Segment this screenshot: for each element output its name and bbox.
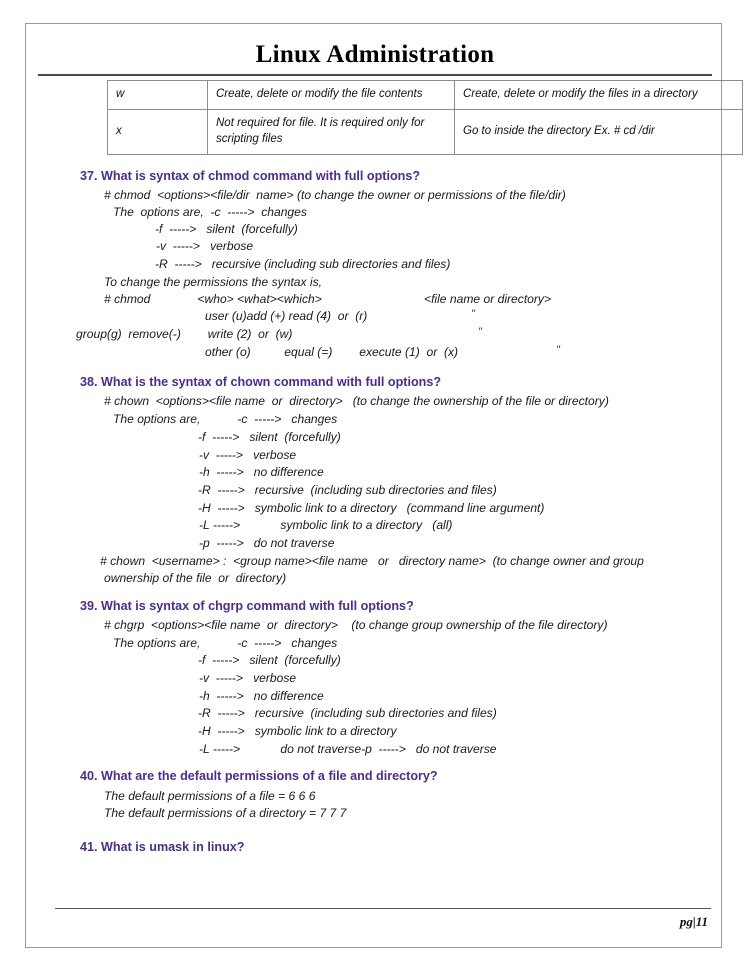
q37-line-8: user (u)add (+) read (4) or (r)	[205, 309, 368, 323]
q38-line-9: -p -----> do not traverse	[199, 536, 335, 550]
q38-line-5: -h -----> no difference	[199, 465, 324, 479]
q37-line-7: # chmod <who> <what><which>	[104, 292, 322, 306]
table-cell-directory: Go to inside the directory Ex. # cd /dir	[455, 109, 743, 154]
q40-line-1: The default permissions of a file = 6 6 6	[104, 789, 316, 803]
table-cell-key: x	[108, 109, 208, 154]
footer-divider	[55, 908, 711, 909]
q38-line-1: # chown <options><file name or directory> (to change the ownership of the file or directory)	[104, 394, 609, 408]
q39-line-6: -R -----> recursive (including sub directories and files)	[198, 706, 497, 720]
question-heading-40: 40. What are the default permissions of a file and directory?	[80, 769, 438, 783]
q37-line-6: To change the permissions the syntax is,	[104, 275, 323, 289]
q38-line-3: -f -----> silent (forcefully)	[198, 430, 341, 444]
q37-line-9: group(g) remove(-) write (2) or (w)	[76, 327, 293, 341]
ditto-mark-3: "	[556, 344, 560, 356]
header-divider	[38, 74, 712, 76]
q39-line-5: -h -----> no difference	[199, 689, 324, 703]
q38-line-2: The options are, -c -----> changes	[113, 412, 338, 426]
q37-line-2: The options are, -c -----> changes	[113, 205, 307, 219]
q39-line-8: -L -----> do not traverse-p -----> do not traverse	[199, 742, 497, 756]
q38-line-10: # chown <username> : <group name><file name or directory name> (to change owner and group	[100, 554, 644, 568]
question-heading-37: 37. What is syntax of chmod command with full options?	[80, 169, 421, 183]
table-row	[108, 109, 743, 154]
q37-line-10: other (o) equal (=) execute (1) or (x)	[205, 345, 459, 359]
q38-line-11: ownership of the file or directory)	[104, 571, 287, 585]
q38-line-4: -v -----> verbose	[199, 448, 297, 462]
table-row	[108, 81, 743, 110]
q37-target-placeholder: <file name or directory>	[424, 292, 552, 306]
page-number: pg|11	[679, 914, 708, 929]
q39-line-3: -f -----> silent (forcefully)	[198, 653, 341, 667]
ditto-mark-1: "	[471, 308, 475, 320]
ditto-mark-2: "	[478, 326, 482, 338]
q38-line-6: -R -----> recursive (including sub directories and files)	[198, 483, 497, 497]
q39-line-2: The options are, -c -----> changes	[113, 636, 338, 650]
question-heading-39: 39. What is syntax of chgrp command with full options?	[80, 599, 414, 613]
q37-line-4: -v -----> verbose	[156, 239, 254, 253]
q39-line-7: -H -----> symbolic link to a directory	[198, 724, 397, 738]
permissions-table	[107, 80, 743, 155]
q37-line-5: -R -----> recursive (including sub directories and files)	[155, 257, 451, 271]
q40-line-2: The default permissions of a directory = 7 7 7	[104, 806, 347, 820]
question-heading-38: 38. What is the syntax of chown command with full options?	[80, 375, 442, 389]
q39-line-4: -v -----> verbose	[199, 671, 297, 685]
table-cell-file: Not required for file. It is required only for scripting files	[208, 109, 455, 154]
page-title: Linux Administration	[255, 41, 495, 68]
q38-line-8: -L -----> symbolic link to a directory (all)	[199, 518, 453, 532]
table-cell-file: Create, delete or modify the file contents	[208, 81, 455, 110]
q37-line-3: -f -----> silent (forcefully)	[155, 222, 298, 236]
table-cell-key: w	[108, 81, 208, 110]
question-heading-41: 41. What is umask in linux?	[80, 840, 245, 854]
table-cell-directory: Create, delete or modify the files in a directory	[455, 81, 743, 110]
q39-line-1: # chgrp <options><file name or directory> (to change group ownership of the file directory)	[104, 618, 608, 632]
q37-line-1: # chmod <options><file/dir name> (to change the owner or permissions of the file/dir)	[104, 188, 566, 202]
q38-line-7: -H -----> symbolic link to a directory (command line argument)	[198, 501, 545, 515]
